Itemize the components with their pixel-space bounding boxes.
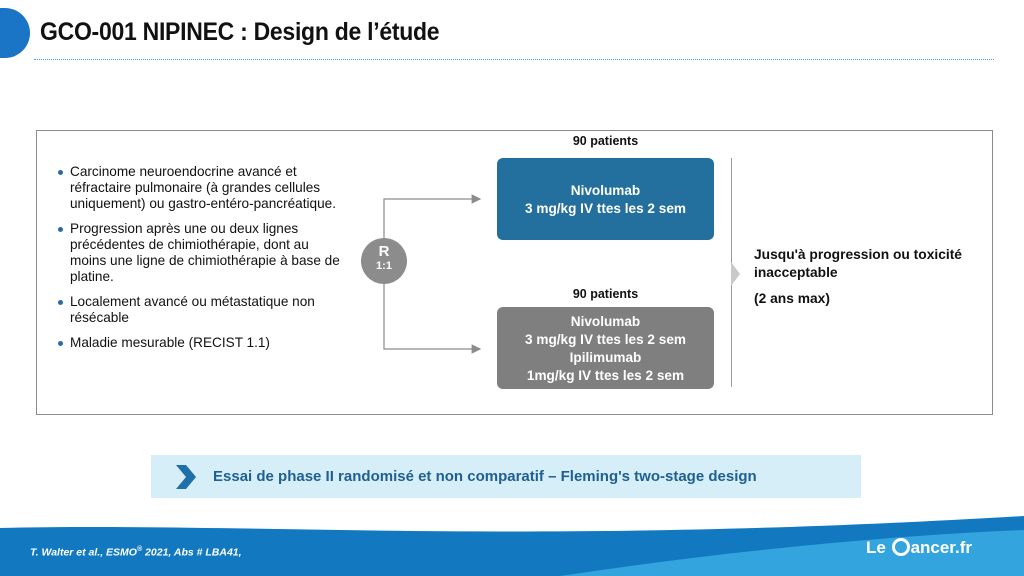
citation-authors: T. Walter et al., ESMO (30, 546, 137, 559)
citation (30, 546, 242, 559)
randomization-letter: R (378, 243, 390, 260)
arm-a-box (497, 158, 714, 240)
arrow-to-arm-b (384, 284, 480, 349)
criterion-item: Carcinome neuroendocrine avancé et réfractaire pulmonaire (à grandes cellules uniquement) ou gastro-entéro-pancréatique. (56, 164, 346, 212)
randomization-circle (361, 238, 407, 284)
brand-suffix: ancer.fr (910, 538, 972, 557)
chevron-right-icon (731, 262, 740, 286)
criterion-item: Progression après une ou deux lignes précédentes de chimiothérapie, dont au moins une ligne de chimiothérapie à base de platine. (56, 221, 346, 285)
arm-b-dose-1: 3 mg/kg IV ttes les 2 sem (525, 332, 686, 347)
arrow-to-arm-a (384, 199, 480, 238)
arm-a-dose: 3 mg/kg IV ttes les 2 sem (525, 201, 686, 216)
criterion-item: Maladie mesurable (RECIST 1.1) (56, 335, 346, 351)
arm-a-patient-count: 90 patients (572, 134, 639, 148)
arm-b-dose-2: 1mg/kg IV ttes les 2 sem (526, 368, 685, 383)
chevron-right-icon (172, 464, 198, 490)
duration-max: (2 ans max) (754, 291, 830, 306)
logo-ring-icon (892, 538, 910, 556)
brand-prefix: Le (866, 538, 891, 557)
arm-b-drug-2: Ipilimumab (569, 350, 642, 365)
citation-registered-mark: ® (136, 546, 143, 553)
lecancer-logo (866, 538, 972, 558)
criterion-item: Localement avancé ou métastatique non résécable (56, 294, 346, 326)
banner-text: Essai de phase II randomisé et non comparatif – Fleming's two-stage design (213, 468, 757, 485)
treatment-duration (754, 246, 974, 308)
arm-b-patient-count: 90 patients (572, 287, 639, 301)
citation-reference: 2021, Abs # LBA41, (142, 546, 242, 559)
arm-b-box (497, 307, 714, 389)
arm-b-drug-1: Nivolumab (570, 314, 641, 329)
arm-a-drug: Nivolumab (570, 183, 641, 198)
duration-condition: Jusqu'à progression ou toxicité inacceptable (754, 247, 962, 280)
slide-title: GCO-001 NIPINEC : Design de l’étude (40, 18, 440, 46)
design-banner (151, 455, 861, 498)
randomization-ratio: 1:1 (376, 260, 392, 272)
